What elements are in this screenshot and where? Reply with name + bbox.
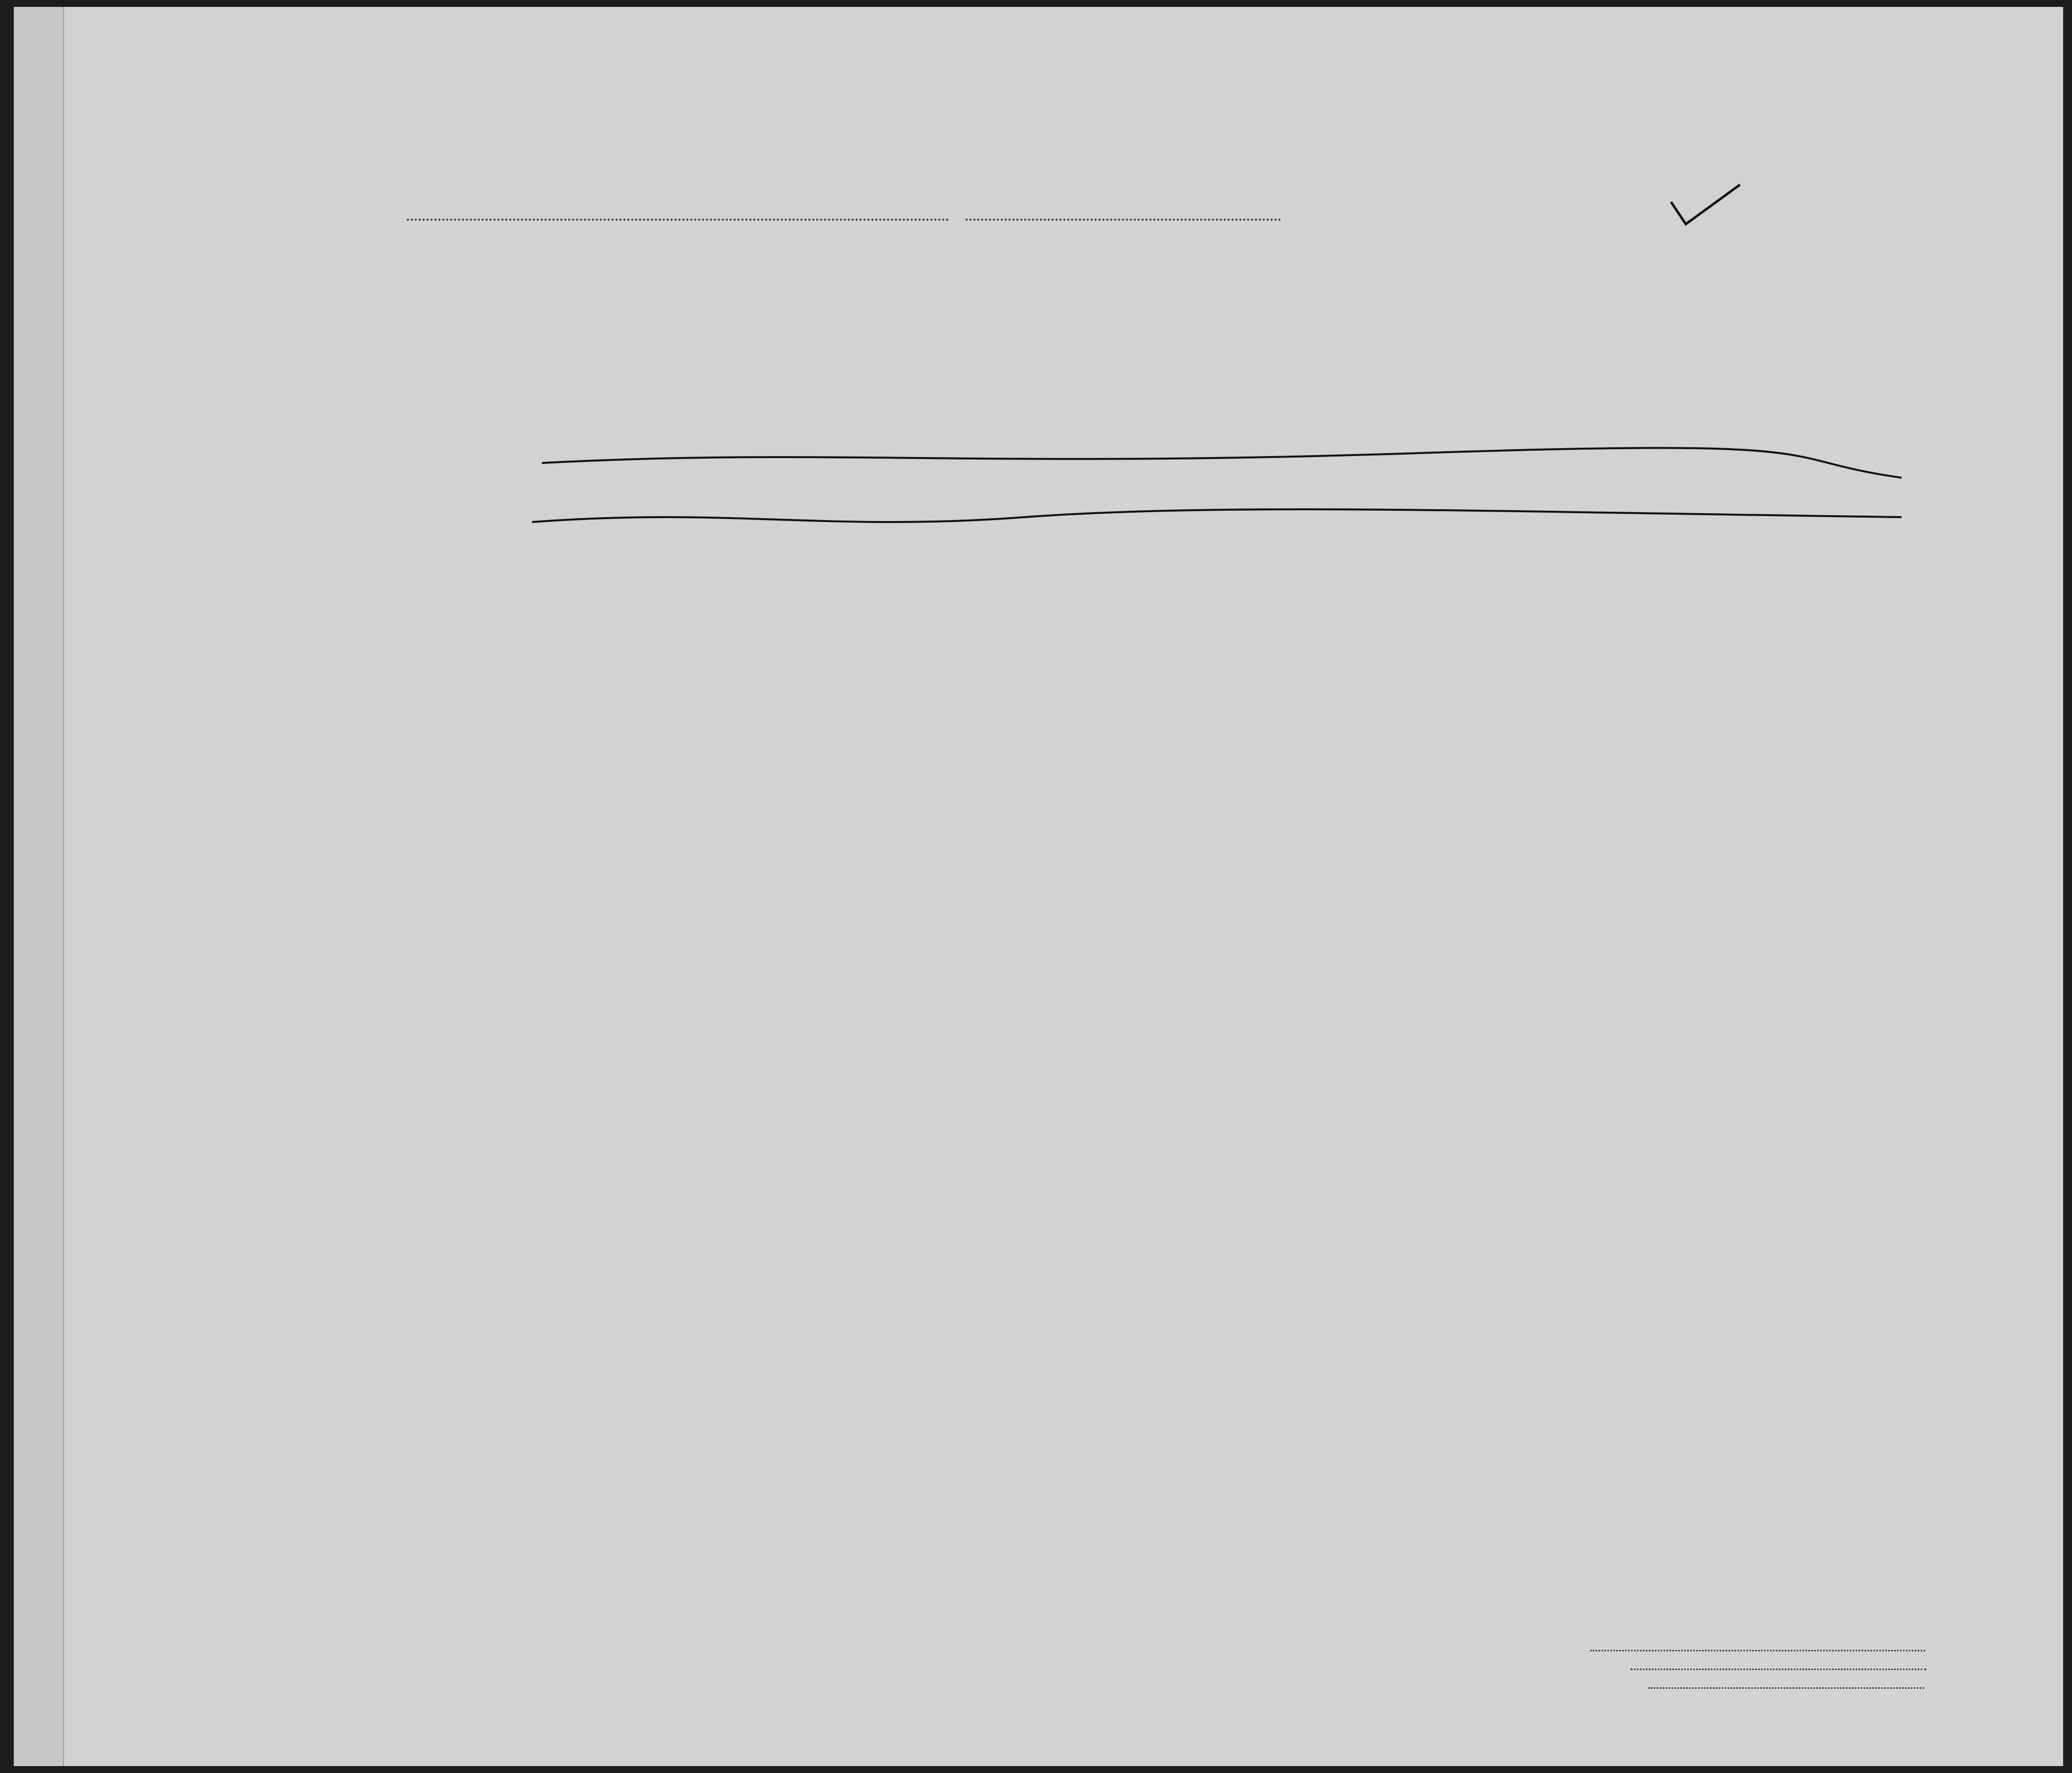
check-mark-icon bbox=[1666, 182, 1745, 227]
manifest-sheet bbox=[14, 7, 2063, 1766]
agents-signature-line bbox=[1648, 1687, 1924, 1689]
previous-page-stub bbox=[14, 7, 64, 1766]
line-signature-line bbox=[1590, 1650, 1925, 1651]
strike-through-lines bbox=[532, 433, 1911, 581]
port-line bbox=[407, 219, 949, 221]
owners-signature-line bbox=[1631, 1669, 1926, 1670]
date-line bbox=[966, 219, 1281, 221]
